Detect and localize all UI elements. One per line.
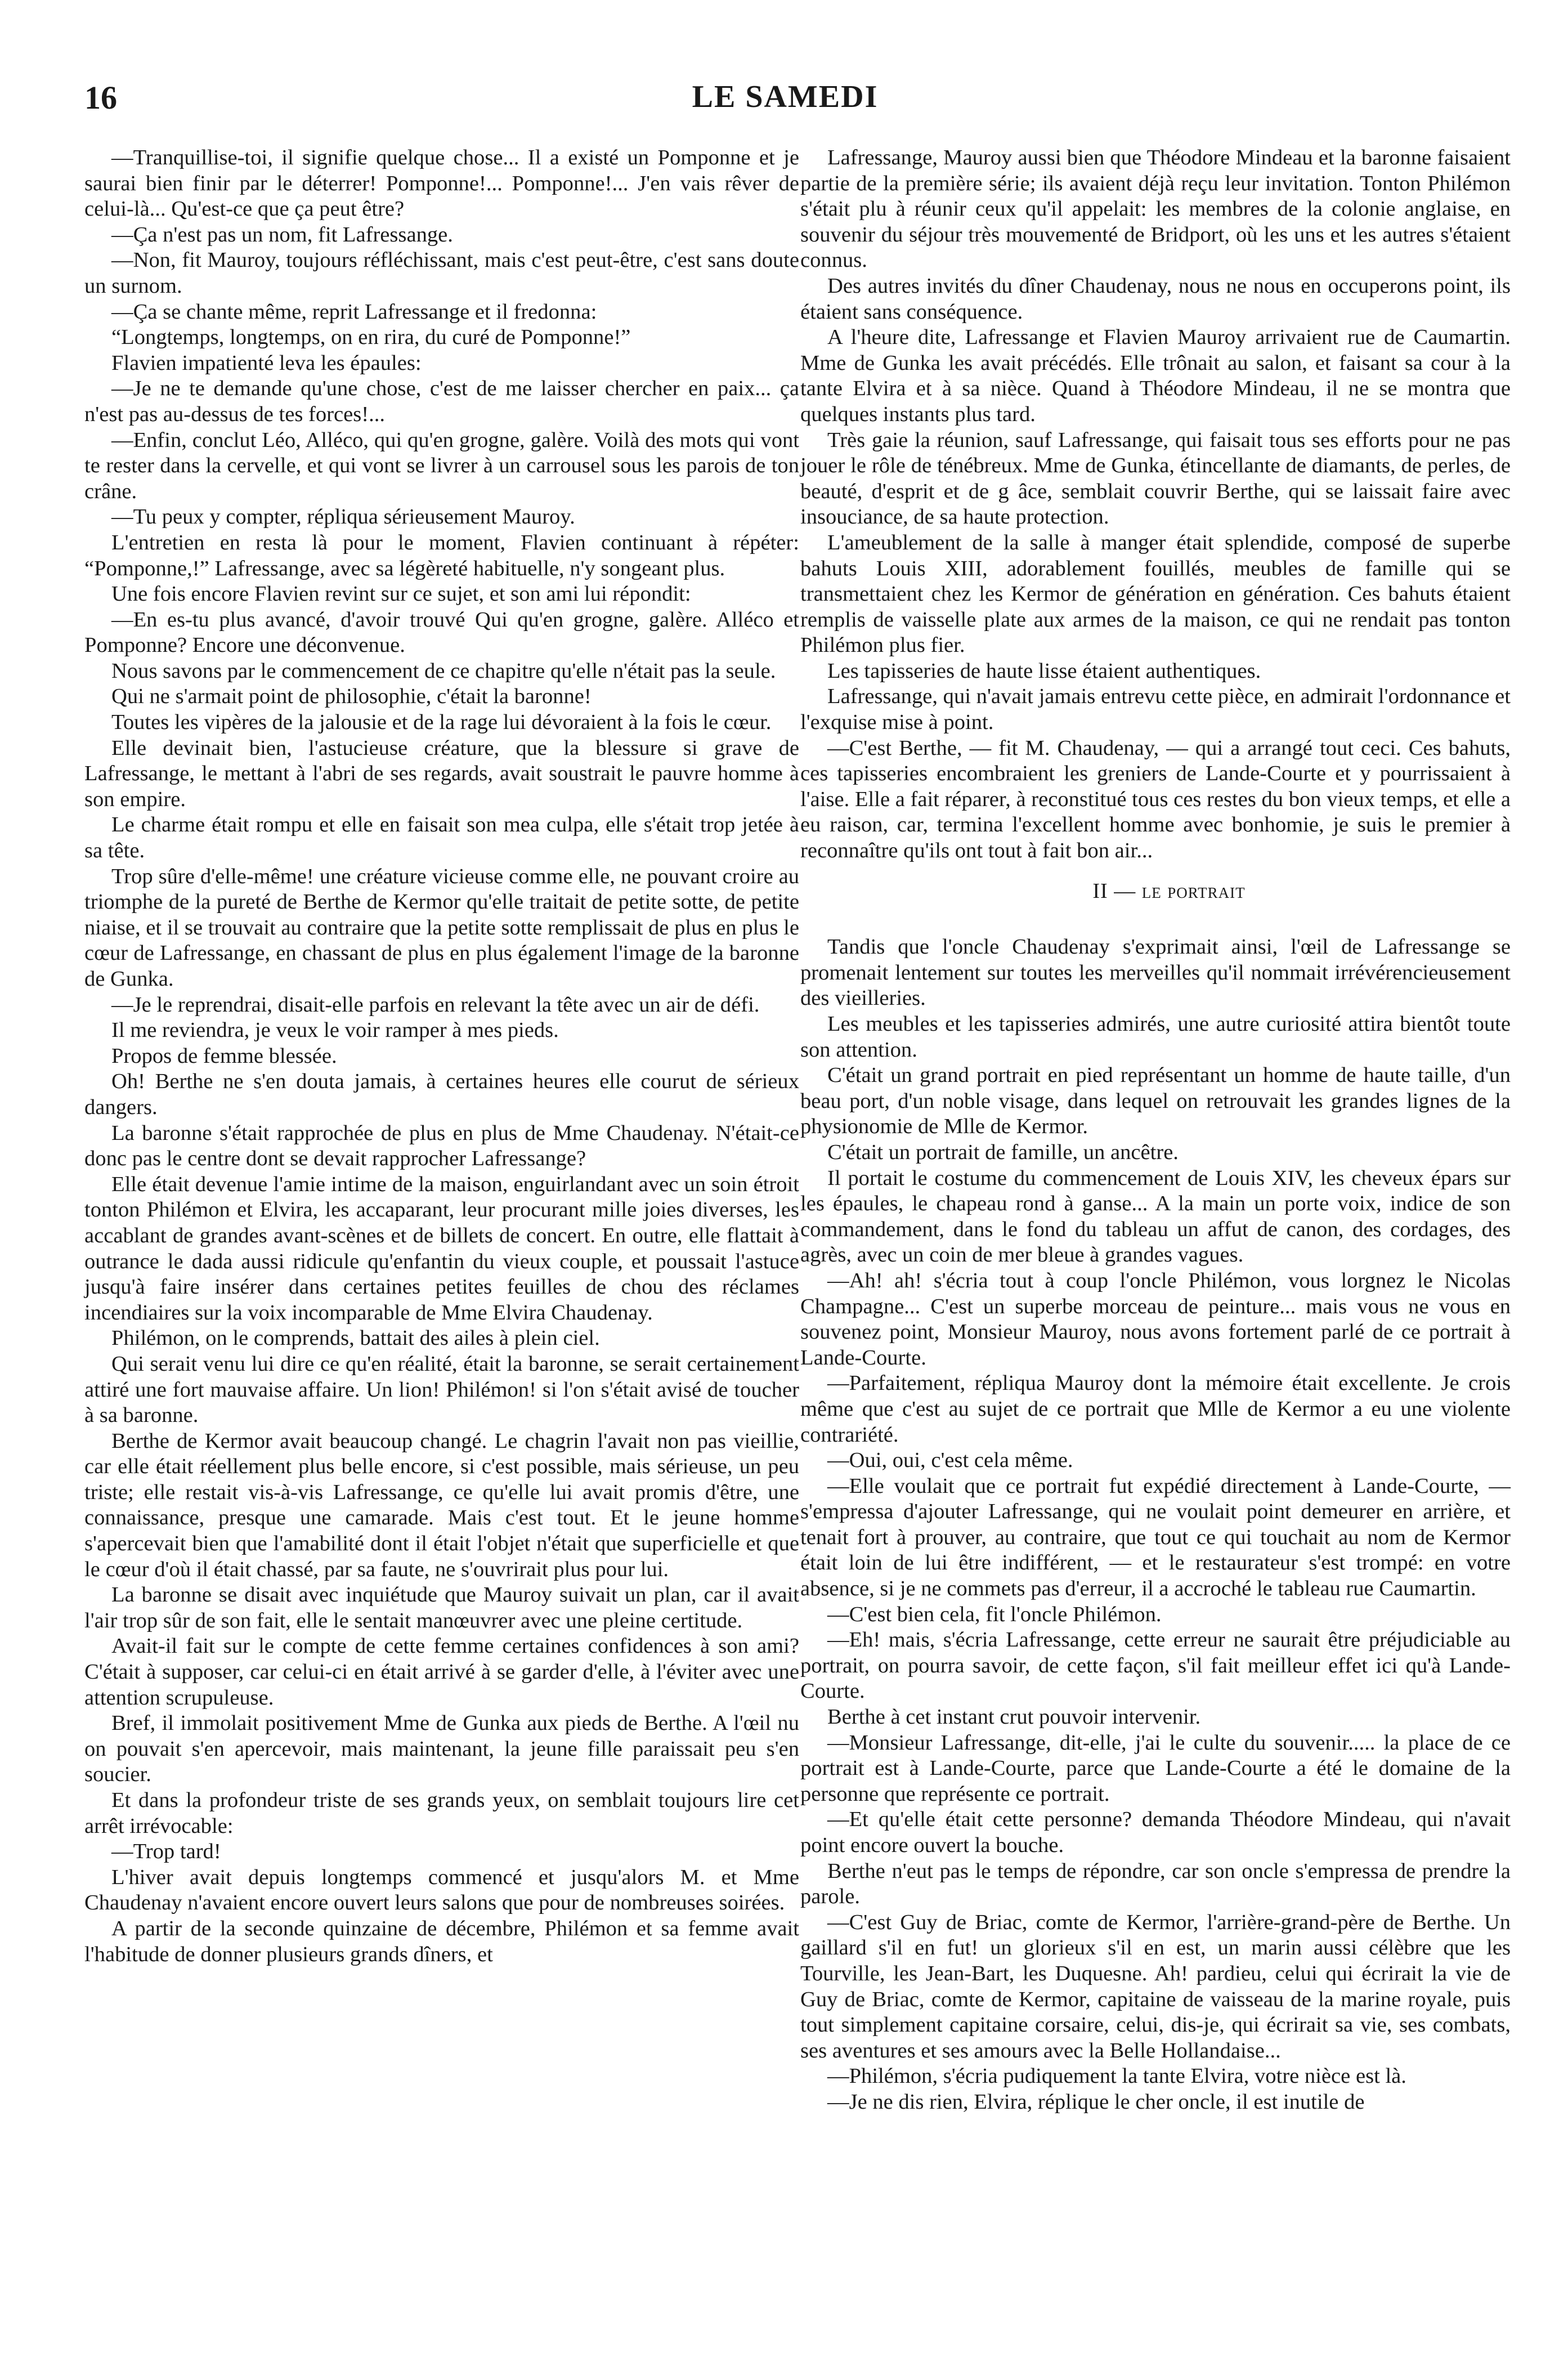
paragraph: Berthe de Kermor avait beaucoup changé. Le chagrin l'avait non pas vieillie, car elle était réellement plus belle encore, si c'est possible, mais sérieuse, un peu triste; elle restait vis-à-vis Lafressange, ce qu'elle lui avait promis d'être, une connaissance, presque une camarade. Mais c'est tout. Et le jeune homme s'apercevait bien que l'amabilité dont il était l'objet n'était que superficielle et que le cœur d'où il était chassé, par sa faute, ne s'ouvrirait plus pour lui. — [84, 1429, 799, 1581]
paragraph: —Philémon, s'écria pudiquement la tante Elvira, votre nièce est là. — [827, 2064, 1406, 2088]
paragraph: —Non, fit Mauroy, toujours réfléchissant, mais c'est peut-être, c'est sans doute un surnom. — [84, 248, 799, 298]
paragraph: —Eh! mais, s'écria Lafressange, cette erreur ne saurait être préjudiciable au portrait, on pourra savoir, de cette façon, s'il fait meilleur effet ici qu'à Lande-Courte. — [800, 1628, 1511, 1703]
paragraph: —Trop tard! — [111, 1840, 221, 1864]
paragraph: —Elle voulait que ce portrait fut expédié directement à Lande-Courte, — s'empressa d'ajouter Lafressange, qui ne voulait point demeurer en arrière, et tenait fort à prouver, au contraire, que tout ce qui touchait au nom de Kermor était loin de lui être indifférent, — et le restaurateur s'est trompé: en votre absence, si je ne commets pas d'erreur, il a accroché le tableau rue Caumartin. — [800, 1474, 1511, 1601]
paragraph: Tandis que l'oncle Chaudenay s'exprimait ainsi, l'œil de Lafressange se promenait lentement sur toutes les merveilles qu'il nommait irrévérencieusement des vieilleries. — [800, 935, 1511, 1010]
paragraph: Trop sûre d'elle-même! une créature vicieuse comme elle, ne pouvant croire au triomphe de la pureté de Berthe de Kermor qu'elle traitait de petite sotte, de petite niaise, et il se trouvait au contraire que la petite sotte remplissait de plus en plus le cœur de Lafressange, en chassant de plus en plus également l'image de la baronne de Gunka. — [84, 864, 799, 991]
paragraph: Il me reviendra, je veux le voir ramper à mes pieds. — [111, 1018, 559, 1043]
paragraph: Propos de femme blessée. — [111, 1044, 337, 1068]
page-header — [84, 79, 1486, 118]
paragraph: L'entretien en resta là pour le moment, Flavien continuant à répéter: “Pomponne,!” Lafressange, avec sa légèreté habituelle, n'y songeant plus. — [84, 530, 799, 580]
paragraph: —Je le reprendrai, disait-elle parfois en relevant la tête avec un air de défi. — [111, 992, 760, 1017]
paragraph: Flavien impatienté leva les épaules: — [111, 351, 422, 375]
paragraph: —Je ne dis rien, Elvira, réplique le cher oncle, il est inutile de — [827, 2090, 1365, 2114]
left-column — [84, 145, 799, 1967]
paragraph: Les meubles et les tapisseries admirés, une autre curiosité attira bientôt toute son attention. — [800, 1012, 1511, 1062]
paragraph: Qui ne s'armait point de philosophie, c'était la baronne! — [111, 685, 592, 709]
paragraph: —Et qu'elle était cette personne? demanda Théodore Mindeau, qui n'avait point encore ouvert la bouche. — [800, 1808, 1511, 1857]
paragraph: Qui serait venu lui dire ce qu'en réalité, était la baronne, se serait certainement attiré une fort mauvaise affaire. Un lion! Philémon! si l'on s'était avisé de toucher à sa baronne. — [84, 1352, 799, 1428]
paragraph: Oh! Berthe ne s'en douta jamais, à certaines heures elle courut de sérieux dangers. — [84, 1070, 799, 1119]
paragraph: Des autres invités du dîner Chaudenay, nous ne nous en occuperons point, ils étaient sans conséquence. — [800, 274, 1511, 324]
paragraph: Berthe n'eut pas le temps de répondre, car son oncle s'empressa de prendre la parole. — [800, 1859, 1511, 1909]
paragraph: L'hiver avait depuis longtemps commencé et jusqu'alors M. et Mme Chaudenay n'avaient encore ouvert leurs salons que pour de nombreuses soirées. — [84, 1865, 799, 1915]
page-number: 16 — [84, 79, 117, 116]
paragraph: Le charme était rompu et elle en faisait son mea culpa, elle s'était trop jetée à sa tête. — [84, 813, 799, 863]
paragraph: —Tu peux y compter, répliqua sérieusement Mauroy. — [111, 505, 575, 529]
paragraph: Berthe à cet instant crut pouvoir intervenir. — [827, 1705, 1201, 1729]
paragraph: C'était un portrait de famille, un ancêtre. — [827, 1140, 1179, 1164]
section-numeral: II — — [1092, 879, 1136, 903]
paragraph: Nous savons par le commencement de ce chapitre qu'elle n'était pas la seule. — [111, 659, 776, 683]
paragraph: —Parfaitement, répliqua Mauroy dont la mémoire était excellente. Je crois même que c'est au sujet de ce portrait que Mlle de Kermor a eu une violente contrariété. — [800, 1371, 1511, 1447]
paragraph: Elle était devenue l'amie intime de la maison, enguirlandant avec un soin étroit tonton Philémon et Elvira, les accaparant, leur procurant mille joies diverses, les accablant de grandes avant-scènes et de billets de concert. En outre, elle flattait à outrance le dada aussi ridicule qu'enfantin du vieux couple, et poussait l'astuce jusqu'à faire insérer dans certaines petites feuilles de chou des réclames incendiaires sur la voix incomparable de Mme Elvira Chaudenay. — [84, 1172, 799, 1325]
paragraph: Très gaie la réunion, sauf Lafressange, qui faisait tous ses efforts pour ne pas jouer le rôle de ténébreux. Mme de Gunka, étincellante de diamants, de perles, de beauté, d'esprit et de g âce, semblait couvrir Berthe, qui se laissait faire avec insouciance, de sa haute protection. — [800, 428, 1511, 529]
paragraph: A partir de la seconde quinzaine de décembre, Philémon et sa femme avait l'habitude de donner plusieurs grands dîners, et — [84, 1916, 799, 1966]
paragraph: —Ah! ah! s'écria tout à coup l'oncle Philémon, vous lorgnez le Nicolas Champagne... C'est un superbe morceau de peinture... mais vous ne vous en souvenez point, Monsieur Mauroy, nous avons fortement parlé de ce portrait à Lande-Courte. — [800, 1268, 1511, 1370]
paragraph: A l'heure dite, Lafressange et Flavien Mauroy arrivaient rue de Caumartin. Mme de Gunka les avait précédés. Elle trônait au salon, et faisant sa cour à la tante Elvira et à sa nièce. Quand à Théodore Mindeau, il ne se montra que quelques instants plus tard. — [800, 325, 1511, 426]
paragraph: —Enfin, conclut Léo, Alléco, qui qu'en grogne, galère. Voilà des mots qui vont te rester dans la cervelle, et qui vont se livrer à un carrousel sous les parois de ton crâne. — [84, 428, 799, 503]
paragraph: —C'est Berthe, — fit M. Chaudenay, — qui a arrangé tout ceci. Ces bahuts, ces tapisseries encombraient les greniers de Lande-Courte et y pourrissaient à l'aise. Elle a fait réparer, à reconstitué tous ces restes du bon vieux temps, et elle a eu raison, car, termina l'excellent homme avec bonhomie, je suis le premier à reconnaître qu'ils ont tout à fait bon air... — [800, 736, 1511, 863]
paragraph: Lafressange, qui n'avait jamais entrevu cette pièce, en admirait l'ordonnance et l'exquise mise à point. — [800, 685, 1511, 735]
paragraph: —C'est bien cela, fit l'oncle Philémon. — [827, 1602, 1162, 1626]
paragraph: Elle devinait bien, l'astucieuse créature, que la blessure si grave de Lafressange, le mettant à l'abri de ses regards, avait soustrait le pauvre homme à son empire. — [84, 736, 799, 811]
paragraph: Bref, il immolait positivement Mme de Gunka aux pieds de Berthe. A l'œil nu on pouvait s'en apercevoir, mais maintenant, la jeune fille paraissait peu s'en soucier. — [84, 1711, 799, 1787]
paragraph: —Je ne te demande qu'une chose, c'est de me laisser chercher en paix... ça n'est pas au-dessus de tes forces!... — [84, 377, 799, 426]
paragraph: La baronne se disait avec inquiétude que Mauroy suivait un plan, car il avait l'air trop sûr de son fait, elle le sentait manœuvrer avec une pleine certitude. — [84, 1583, 799, 1632]
paragraph: C'était un grand portrait en pied représentant un homme de haute taille, d'un beau port, d'un noble visage, dans lequel on retrouvait les grandes lignes de la physionomie de Mlle de Kermor. — [800, 1063, 1511, 1139]
section-heading — [800, 879, 1511, 905]
paragraph: Et dans la profondeur triste de ses grands yeux, on semblait toujours lire cet arrêt irrévocable: — [84, 1788, 799, 1838]
paragraph: Toutes les vipères de la jalousie et de la rage lui dévoraient à la fois le cœur. — [111, 710, 772, 735]
paragraph: “Longtemps, longtemps, on en rira, du curé de Pomponne!” — [111, 325, 631, 350]
paragraph: Avait-il fait sur le compte de cette femme certaines confidences à son ami? C'était à supposer, car celui-ci en était arrivé à se garder d'elle, à l'éviter avec une attention scrupuleuse. — [84, 1634, 799, 1710]
paragraph: —Ça n'est pas un nom, fit Lafressange. — [111, 222, 453, 247]
paragraph: La baronne s'était rapprochée de plus en plus de Mme Chaudenay. N'était-ce donc pas le centre dont se devait rapprocher Lafressange? — [84, 1121, 799, 1171]
paragraph: Lafressange, Mauroy aussi bien que Théodore Mindeau et la baronne faisaient partie de la première série; ils avaient déjà reçu leur invitation. Tonton Philémon s'était plu à réunir ceux qu'il appelait: les membres de la colonie anglaise, en souvenir du séjour très mouvementé de Bridport, où les uns et les autres s'étaient connus. — [800, 146, 1511, 272]
paragraph: Philémon, on le comprends, battait des ailes à plein ciel. — [111, 1326, 600, 1350]
paragraph: —Ça se chante même, reprit Lafressange et il fredonna: — [111, 299, 597, 324]
paragraph: —Monsieur Lafressange, dit-elle, j'ai le culte du souvenir..... la place de ce portrait est à Lande-Courte, parce que Lande-Courte a été le domaine de la personne que représente ce portrait. — [800, 1730, 1511, 1806]
paragraph: —C'est Guy de Briac, comte de Kermor, l'arrière-grand-père de Berthe. Un gaillard s'il en fut! un glorieux s'il en est, un marin aussi célèbre que les Tourville, les Jean-Bart, les Duquesne. Ah! pardieu, celui qui écrirait la vie de Guy de Briac, comte de Kermor, capitaine de vaisseau de la marine royale, puis tout simplement capitaine corsaire, celui, dis-je, qui écrirait sa vie, ses combats, ses aventures et ses amours avec la Belle Hollandaise... — [800, 1910, 1511, 2063]
section-title: le portrait — [1141, 879, 1246, 903]
paragraph: Une fois encore Flavien revint sur ce sujet, et son ami lui répondit: — [111, 582, 691, 606]
paragraph: —En es-tu plus avancé, d'avoir trouvé Qui qu'en grogne, galère. Alléco et Pomponne? Encore une déconvenue. — [84, 607, 799, 657]
running-title: LE SAMEDI — [692, 79, 879, 114]
paragraph: —Oui, oui, c'est cela même. — [827, 1448, 1073, 1473]
paragraph: L'ameublement de la salle à manger était splendide, composé de superbe bahuts Louis XIII, adorablement fouillés, meubles de famille qui se transmettaient chez les Kermor de génération en génération. Ces bahuts étaient remplis de vaisselle plate aux armes de la maison, ce qui ne rendait pas tonton Philémon plus fier. — [800, 530, 1511, 657]
paragraph: Il portait le costume du commencement de Louis XIV, les cheveux épars sur les épaules, le chapeau rond à ganse... A la main un porte voix, indice de son commandement, dans le fond du tableau un affut de canon, des cordages, des agrès, avec un coin de mer bleue à grandes vagues. — [800, 1166, 1511, 1267]
paragraph: Les tapisseries de haute lisse étaient authentiques. — [827, 659, 1261, 683]
paragraph: —Tranquillise-toi, il signifie quelque chose... Il a existé un Pomponne et je saurai bien finir par le déterrer! Pomponne!... Pomponne!... J'en vais rêver de celui-là... Qu'est-ce que ça peut être? — [84, 146, 799, 221]
right-column — [800, 145, 1511, 2115]
